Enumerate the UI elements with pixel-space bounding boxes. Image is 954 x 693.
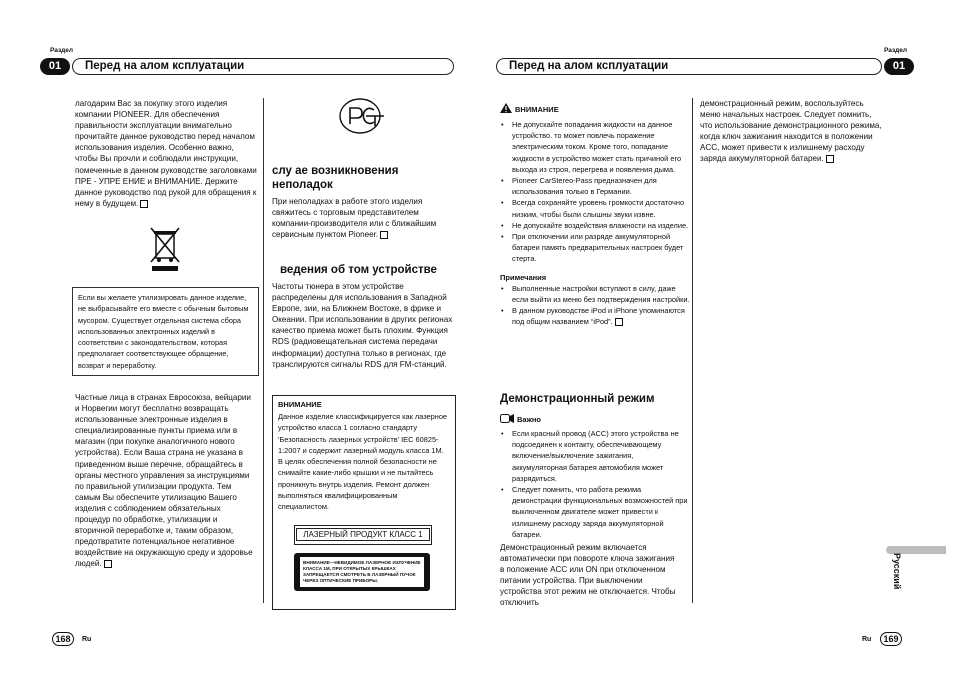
laser-warning-label <box>294 553 430 591</box>
list-item: • Не допускайте попадания жидкости на данное устройство. то может повлечь поражение электрическим током. Кроме того, попадание жидкости в устройство может стать причиной его выхода из строя, перегрева и появления дыма. <box>500 119 690 175</box>
section-number-left: 01 <box>40 58 70 75</box>
section-header-left: Перед на алом ксплуатации <box>72 58 454 75</box>
pct-certification-logo <box>336 96 386 136</box>
important-title: Важно <box>517 414 542 424</box>
language-tab-label: Русский <box>892 553 902 590</box>
column-divider <box>263 98 264 603</box>
list-item: • Выполненные настройки вступают в силу, даже если выйти из меню без подтверждения настройки. <box>500 283 690 305</box>
list-item: • В данном руководстве iPod и iPhone упоминаются под общим названием “iPod”. <box>500 305 690 327</box>
intro-paragraph: лагодарим Вас за покупку этого изделия компании PIONEER. Для обеспечения правильности эксплуатации внимательно прочитайте данное руководство перед началом использования изделия. Особенно важно, чтобы Вы прочли и соблюдали инструкции, помеченные в данном руководстве заголовками ПРЕ - УПРЕ ЕНИЕ и ВНИМАНИЕ. Держите данное руководство под рукой для обращения к нему в будущем. <box>75 99 257 208</box>
warning-section <box>500 100 690 327</box>
list-item: • При отключении или разряде аккумуляторной батареи память предварительных настроек будет стерта. <box>500 231 690 265</box>
end-marker-icon <box>140 200 148 208</box>
column-divider <box>692 98 693 603</box>
section-number-right: 01 <box>884 58 914 75</box>
end-marker-icon <box>380 231 388 239</box>
page-number-left: 168 <box>52 632 74 646</box>
list-item: • Следует помнить, что работа режима демонстрации функциональных возможностей при выключенном двигателе может привести к излишнему расходу заряда аккумуляторной батареи. <box>500 484 690 540</box>
weee-bin-icon <box>148 224 182 272</box>
disposal-notice-text: Если вы желаете утилизировать данное изделие, не выбрасывайте его вместе с обычным бытовым мусором. Существует отдельная система сбора использованных электронных изделий в соответствии с законодательством, которая предполагает соответствующее обращение, возврат и переработку. <box>78 293 249 370</box>
important-list <box>500 428 690 540</box>
section-label-left: Раздел <box>50 47 74 54</box>
device-info-text: Частоты тюнера в этом устройстве распределены для использования в Западной Европе, зии, на Ближнем Востоке, в фрике и Океании. При использовании в других регионах качество приема может быть плохим. Функция RDS (радиовещательная система передачи информации) доступна только в регионах, где транслируются сигналы RDS для FM-станций. <box>272 282 453 369</box>
important-section <box>500 410 690 540</box>
important-icon <box>500 410 514 428</box>
list-item: • Всегда сохраняйте уровень громкости достаточно низким, чтобы были слышны звуки извне. <box>500 197 690 219</box>
troubleshooting-text: При неполадках в работе этого изделия свяжитесь с торговым представителем компании-производителя или с ближайшим сервисным пунктом Pioneer. <box>272 197 437 240</box>
disposal-paragraph: Частные лица в странах Евросоюза, вейцарии и Норвегии могут бесплатно возвращать использованные электронные изделия в специализированные пункты приема или в магазин (при покупке аналогичного нового устройства). Если Ваша страна не указана в приведенном выше перечне, обращайтесь в органы местного управления за инструкциями по правильной утилизации продукта. Тем самым Вы обеспечите утилизацию Вашего изделия с соблюдением обязательных процедур по обработке, утилизации и вторичной переработке и, таким образом, предотвратите потенциальное негативное воздействие на окружающую среду и здоровье людей. <box>75 393 253 569</box>
laser-caution-box <box>272 395 456 610</box>
language-tab <box>884 553 908 601</box>
laser-product-label <box>294 525 432 545</box>
end-marker-icon <box>104 560 112 568</box>
warning-title: ВНИМАНИЕ <box>515 104 559 114</box>
language-code-left: Ru <box>82 636 92 643</box>
end-marker-icon <box>615 318 623 326</box>
demo-mode-text: Демонстрационный режим включается автоматически при повороте ключа зажигания в положение ACC или ON при отключенном питании устройства. При выключении устройства этот режим не отключается. Чтобы отключить <box>500 543 676 608</box>
list-item: • Pioneer CarStereo-Pass предназначен для использования только в Германии. <box>500 175 690 197</box>
list-item: • Не допускайте воздействия влажности на изделие. <box>500 220 690 231</box>
demo-mode-title: Демонстрационный режим <box>500 393 655 405</box>
laser-product-label-text: ЛАЗЕРНЫЙ ПРОДУКТ КЛАСС 1 <box>296 528 429 541</box>
disposal-notice-box <box>72 287 259 376</box>
warning-list <box>500 119 690 265</box>
list-item: • Если красный провод (ACC) этого устройства не подсоединен к контакту, обеспечивающему включение/выключение зажигания, аккумуляторная батарея автомобиля может разрядиться. <box>500 428 690 484</box>
warning-triangle-icon <box>500 100 512 118</box>
laser-warning-text: ВНИМАНИЕ—НЕВИДИМОЕ ЛАЗЕРНОЕ ИЗЛУЧЕНИЕ КЛАССА 1M, ПРИ ОТКРЫТЫХ КРЫШКАХ ЗАПРЕЩАЕТСЯ СМОТРЕТЬ В ЛАЗЕРНЫЙ ПУЧОК ЧЕРЕЗ ОПТИЧЕСКИЕ ПРИБОРЫ. <box>300 557 424 587</box>
language-code-right: Ru <box>862 636 872 643</box>
demo-mode-continued: демонстрационный режим, воспользуйтесь меню начальных настроек. Следует помнить, что использование демонстрационного режима, когда ключ зажигания находится в положении ACC, может привести к излишнему расходу заряда аккумуляторной батареи. <box>700 99 882 164</box>
page-number-right: 169 <box>880 632 902 646</box>
laser-caution-text: Данное изделие классифицируется как лазерное устройство класса 1 согласно стандарту 'Безопасность лазерных устройств' IEC 60825-1:2007 и содержит лазерный модуль класса 1M. В целях обеспечения полной безопасности не снимайте какие-либо крышки и не пытайтесь проникнуть внутрь изделия. Ремонт должен выполняться квалифицированным специалистом. <box>278 412 448 512</box>
troubleshooting-title: слу ае возникновения неполадок <box>272 165 399 191</box>
notes-title: Примечания <box>500 272 547 282</box>
laser-caution-title: ВНИМАНИЕ <box>278 400 322 409</box>
end-marker-icon <box>826 155 834 163</box>
notes-list <box>500 283 690 328</box>
device-info-title: ведения об том устройстве <box>280 264 437 276</box>
section-label-right: Раздел <box>884 47 908 54</box>
section-header-right: Перед на алом ксплуатации <box>496 58 882 75</box>
